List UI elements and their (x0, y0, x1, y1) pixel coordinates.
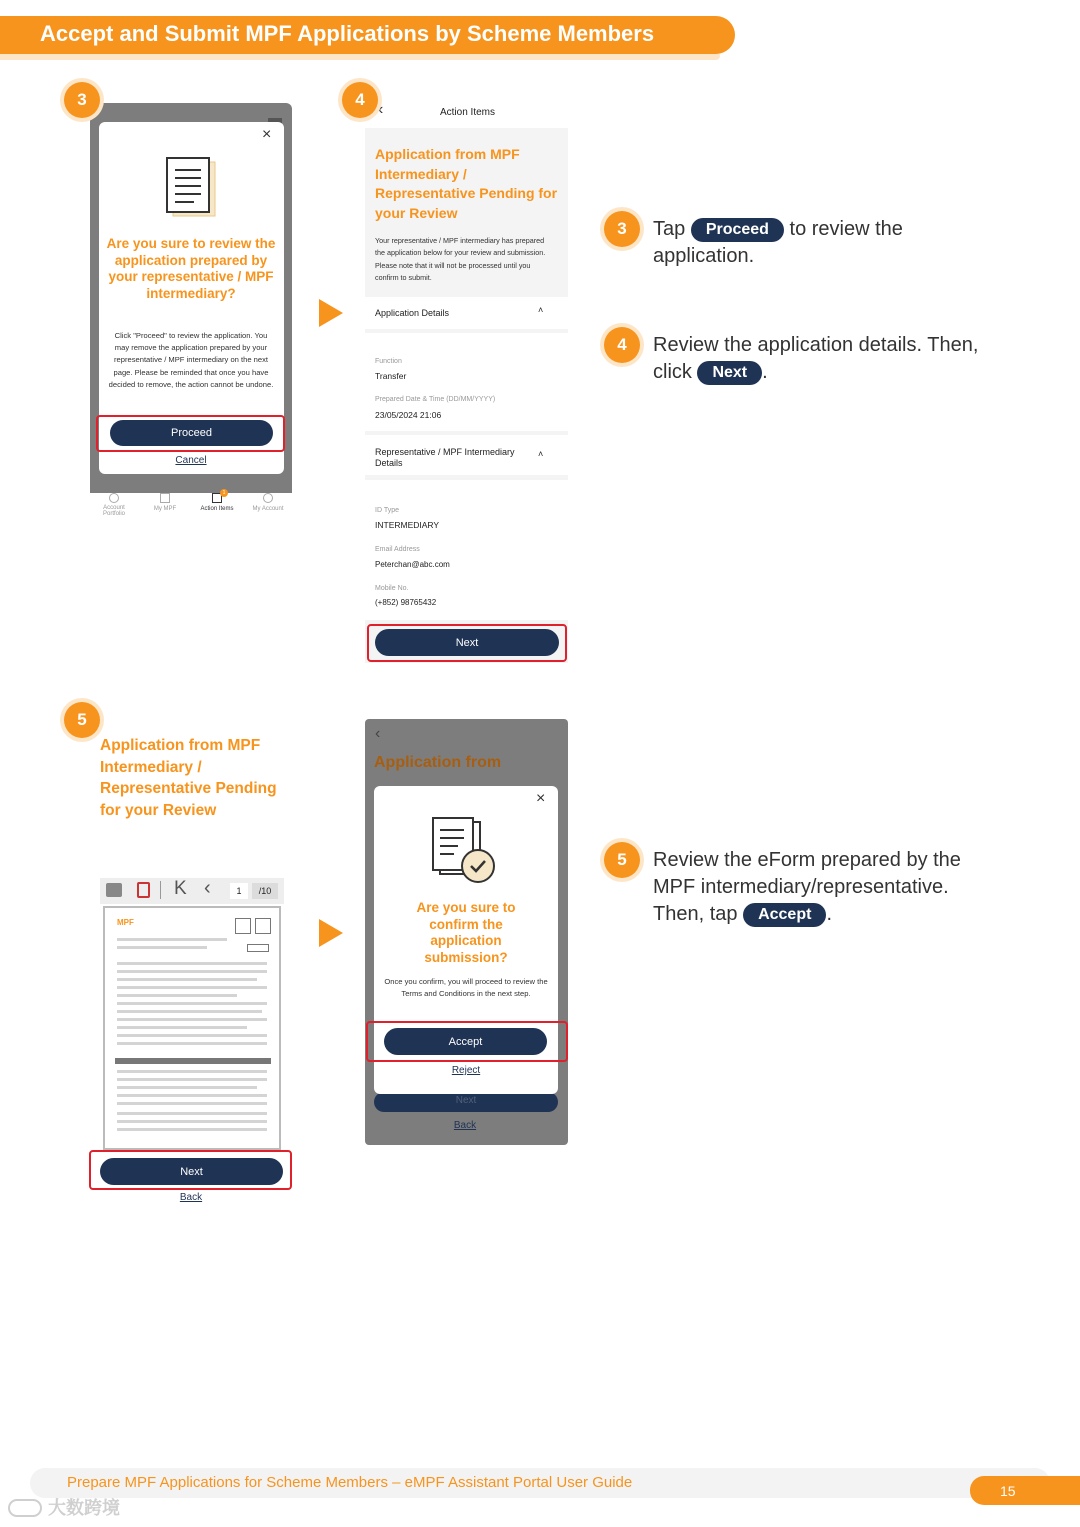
pending-heading: Application from MPF Intermediary / Representative Pending for your Review (375, 146, 558, 221)
arrow-right-icon (319, 919, 343, 947)
mobile-value: (+852) 98765432 (375, 598, 437, 607)
pdf-icon[interactable] (137, 882, 150, 898)
eform-document-preview[interactable] (103, 906, 281, 1150)
step-badge-5: 5 (604, 842, 640, 878)
bottom-tab-bar (90, 490, 292, 527)
chevron-up-icon: ˄ (538, 305, 544, 315)
instruction-text: Tap (653, 218, 686, 240)
page-number: 15 (970, 1476, 1080, 1505)
instruction-text: . (762, 361, 768, 383)
document-icon (164, 155, 218, 219)
qr-code-icon (235, 918, 251, 934)
instruction-text: Then, tap (653, 903, 738, 925)
page-total: /10 (252, 883, 278, 899)
watermark-text: 大数跨境 (48, 1498, 120, 1518)
proceed-button[interactable]: Proceed (110, 420, 273, 446)
dialog-question: Are you sure to review the application prepared by your representative / MPF intermediary? (106, 236, 276, 301)
pdf-toolbar (100, 878, 284, 904)
step-badge-4: 4 (342, 82, 378, 118)
watermark-logo-icon (8, 1499, 42, 1517)
header-title: Action Items (439, 107, 496, 118)
tab-my-mpf[interactable] (145, 493, 185, 512)
function-label: Function (375, 358, 402, 365)
instruction-text: click (653, 361, 692, 383)
accept-pill: Accept (743, 903, 826, 927)
form-section-header (115, 1058, 271, 1064)
cancel-link[interactable]: Cancel (175, 455, 207, 466)
email-label: Email Address (375, 546, 420, 553)
back-chevron-icon[interactable]: ‹ (378, 101, 384, 118)
dialog-body: Click "Proceed" to review the application. You may remove the application prepared by your representative / MPF intermediary on the next page. Please be reminded that once you have decided to remove, the action cannot be undone. (108, 331, 274, 389)
action-items-icon (212, 490, 226, 503)
details-card (365, 333, 568, 431)
id-type-value: INTERMEDIARY (375, 520, 440, 530)
mpf-icon (160, 493, 170, 503)
date-value: 23/05/2024 21:06 (375, 410, 442, 420)
step-badge-3: 3 (604, 211, 640, 247)
instruction-step4 (653, 332, 1063, 386)
step-badge-4: 4 (604, 327, 640, 363)
accept-button[interactable]: Accept (384, 1028, 547, 1055)
step-badge-5: 5 (64, 702, 100, 738)
next-button[interactable]: Next (375, 629, 559, 656)
mobile-label: Mobile No. (375, 585, 409, 592)
section-application-details[interactable] (365, 297, 568, 329)
background-back-link: Back (453, 1120, 477, 1131)
previous-page-icon[interactable]: ‹ (204, 877, 211, 899)
next-button[interactable]: Next (100, 1158, 283, 1185)
pending-heading: Application from MPF Intermediary / Representative Pending for your Review (100, 737, 277, 819)
instruction-text: Review the application details. Then, (653, 334, 979, 356)
reject-link[interactable]: Reject (451, 1065, 481, 1076)
document-check-icon (428, 816, 500, 886)
page-input[interactable]: 1 (230, 883, 248, 899)
section-representative-details[interactable] (365, 435, 568, 475)
close-icon[interactable]: × (536, 790, 546, 807)
tab-account-portfolio[interactable] (95, 493, 133, 517)
section-title: Application Details (375, 308, 450, 318)
dialog-body: Once you confirm, you will proceed to review the Terms and Conditions in the next step. (384, 977, 548, 999)
tab-label: My Account (252, 506, 284, 512)
representative-card (365, 480, 568, 620)
section-title: Representative / MPF Intermediary Details (375, 447, 515, 468)
chevron-up-icon: ˄ (538, 449, 544, 459)
qr-code-icon (255, 918, 271, 934)
close-icon[interactable]: × (262, 126, 272, 143)
notification-badge: 1 (220, 489, 228, 497)
tab-label: My MPF (153, 506, 177, 512)
id-type-label: ID Type (375, 507, 399, 514)
next-pill: Next (697, 361, 762, 385)
arrow-right-icon (319, 299, 343, 327)
instruction-step3 (653, 216, 1053, 270)
toolbar-divider (160, 881, 161, 899)
watermark (8, 1494, 120, 1520)
tab-label: Account Portfolio (102, 505, 125, 517)
date-label: Prepared Date & Time (DD/MM/YYYY) (375, 396, 496, 403)
instruction-step5 (653, 847, 1063, 928)
background-next-button: Next (374, 1092, 558, 1112)
step-badge-3: 3 (64, 82, 100, 118)
tab-my-account[interactable] (246, 493, 290, 512)
instruction-text: application. (653, 245, 755, 267)
print-icon[interactable] (106, 883, 122, 897)
first-page-icon[interactable]: K (174, 878, 187, 899)
form-stamp (247, 944, 269, 952)
tab-label: Action Items (200, 506, 234, 512)
account-icon (263, 493, 273, 503)
instruction-text: to review the (789, 218, 903, 240)
instruction-text: . (826, 903, 832, 925)
function-value: Transfer (375, 371, 407, 381)
back-link[interactable]: Back (179, 1192, 203, 1203)
background-heading: Application from (374, 754, 502, 771)
page-title: Accept and Submit MPF Applications by Scheme Members (40, 21, 655, 46)
back-chevron-icon[interactable]: ‹ (375, 725, 381, 742)
mpf-logo: MPF (117, 918, 134, 927)
footer-guide-title: Prepare MPF Applications for Scheme Members – eMPF Assistant Portal User Guide (67, 1474, 633, 1491)
instruction-text: Review the eForm prepared by the (653, 849, 961, 871)
instruction-text: MPF intermediary/representative. (653, 876, 949, 898)
portfolio-icon (109, 493, 119, 503)
proceed-pill: Proceed (691, 218, 784, 242)
tab-action-items[interactable] (193, 490, 241, 512)
email-value: Peterchan@abc.com (375, 560, 450, 569)
pending-intro: Your representative / MPF intermediary has prepared the application below for your review and submission. Please note that it will not be processed until you confirm to submit. (375, 236, 546, 282)
dialog-question: Are you sure to confirm the application submission? (416, 900, 516, 965)
